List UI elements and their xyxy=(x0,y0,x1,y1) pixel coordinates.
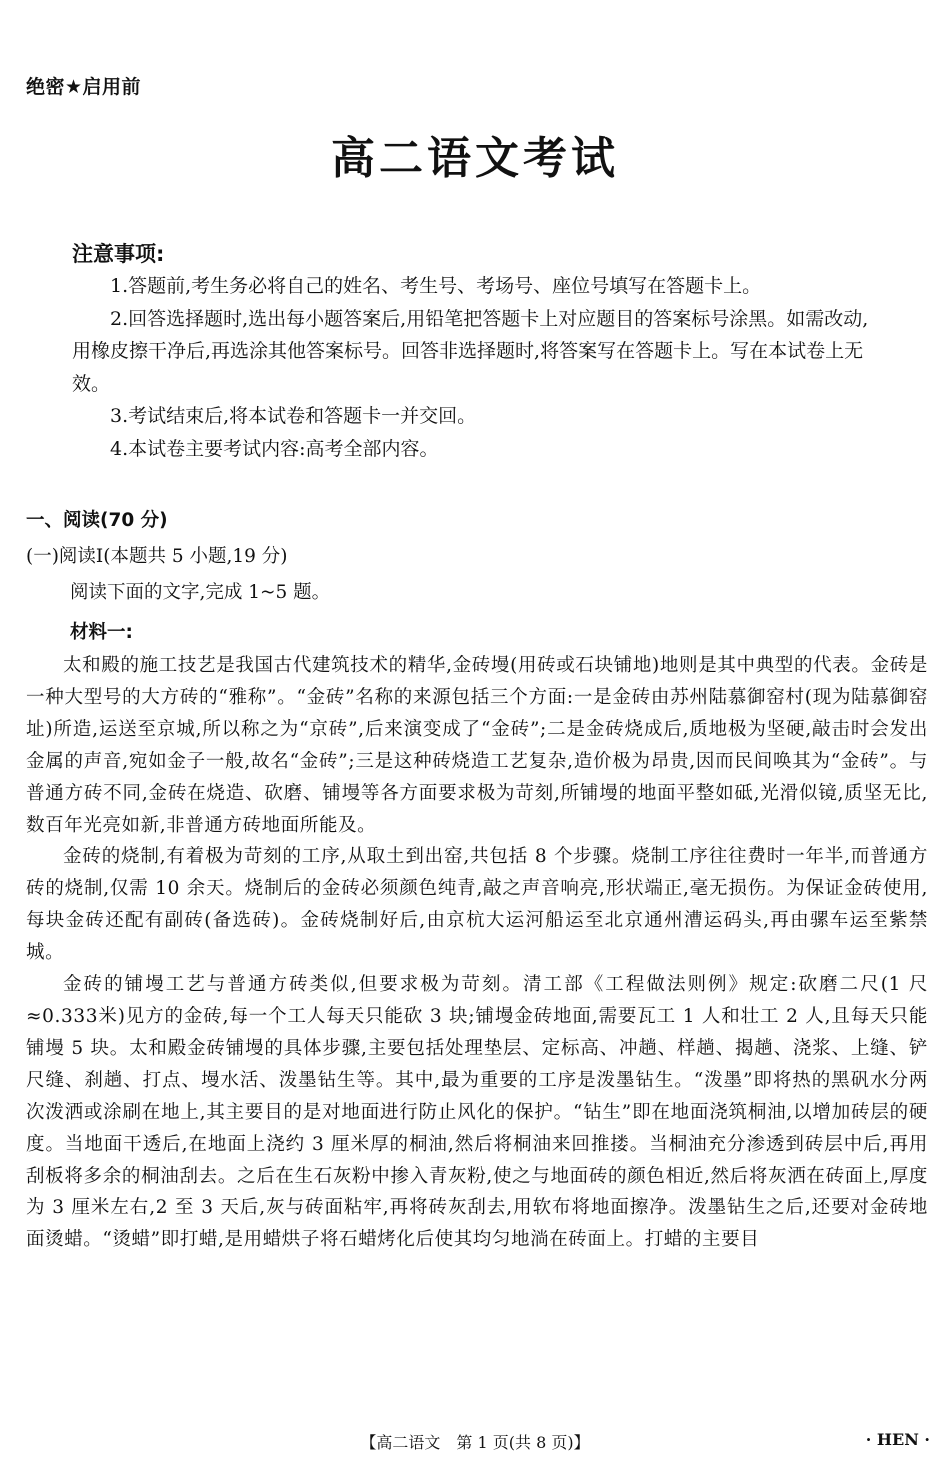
notice-list xyxy=(72,270,887,465)
page-title: 高二语文考试 xyxy=(331,133,619,184)
notice-item: 2.回答选择题时,选出每小题答案后,用铅笔把答题卡上对应题目的答案标号涂黑。如需改动,用橡皮擦干净后,再选涂其他答案标号。回答非选择题时,将答案写在答题卡上。写在本试卷上无效。 xyxy=(72,307,869,395)
reading-instruction: 阅读下面的文字,完成 1~5 题。 xyxy=(70,582,331,603)
passage-paragraph: 金砖的铺墁工艺与普通方砖类似,但要求极为苛刻。清工部《工程做法则例》规定:砍磨二尺(1 尺≈0.333米)见方的金砖,每一个工人每天只能砍 3 块;铺墁金砖地面,需要瓦工 1 人和壮工 2 人,且每天只能铺墁 5 块。太和殿金砖铺墁的具体步骤,主要包括处理垫层、定标高、冲趟、样趟、揭趟、浇浆、上缝、铲尺缝、刹趟、打点、墁水活、泼墨钻生等。其中,最为重要的工序是泼墨钻生。“泼墨”即将热的黑矾水分两次泼洒或涂刷在地上,其主要目的是对地面进行防止风化的保护。“钻生”即在地面浇筑桐油,以增加砖层的硬度。当地面干透后,在地面上浇约 3 厘米厚的桐油,然后将桐油来回推搂。当桐油充分渗透到砖层中后,再用刮板将多余的桐油刮去。之后在生石灰粉中掺入青灰粉,使之与地面砖的颜色相近,然后将灰洒在砖面上,厚度为 3 厘米左右,2 至 3 天后,灰与砖面粘牢,再将砖灰刮去,用软布将地面擦净。泼墨钻生之后,还要对金砖地面烫蜡。“烫蜡”即打蜡,是用蜡烘子将石蜡烤化后使其均匀地淌在砖面上。打蜡的主要目 xyxy=(26,974,928,1251)
page-footer: 【高二语文 第 1 页(共 8 页)】 xyxy=(360,1433,590,1452)
notice-item: 1.答题前,考生务必将自己的姓名、考生号、考场号、座位号填写在答题卡上。 xyxy=(110,275,762,297)
confidential-label: 绝密★启用前 xyxy=(26,76,142,98)
reading-passage xyxy=(26,650,928,1256)
notice-item: 4.本试卷主要考试内容:高考全部内容。 xyxy=(110,437,439,460)
material-label: 材料一: xyxy=(70,622,133,643)
notice-heading: 注意事项: xyxy=(72,242,165,266)
notice-item: 3.考试结束后,将本试卷和答题卡一并交回。 xyxy=(110,405,477,427)
paper-code: · HEN · xyxy=(865,1430,930,1449)
passage-paragraph: 金砖的烧制,有着极为苛刻的工序,从取土到出窑,共包括 8 个步骤。烧制工序往往费时一年半,而普通方砖的烧制,仅需 10 余天。烧制后的金砖必须颜色纯青,敲之声音响亮,形状端正,毫无损伤。为保证金砖使用,每块金砖还配有副砖(备选砖)。金砖烧制好后,由京杭大运河船运至北京通州漕运码头,再由骡车运至紫禁城。 xyxy=(26,846,928,964)
section-title: 一、阅读(70 分) xyxy=(26,510,168,531)
passage-paragraph: 太和殿的施工技艺是我国古代建筑技术的精华,金砖墁(用砖或石块铺地)地则是其中典型的代表。金砖是一种大型号的大方砖的“雅称”。“金砖”名称的来源包括三个方面:一是金砖由苏州陆慕御窑村(现为陆慕御窑址)所造,运送至京城,所以称之为“京砖”,后来演变成了“金砖”;二是金砖烧成后,质地极为坚硬,敲击时会发出金属的声音,宛如金子一般,故名“金砖”;三是这种砖烧造工艺复杂,造价极为昂贵,因而民间唤其为“金砖”。与普通方砖不同,金砖在烧造、砍磨、铺墁等各方面要求极为苛刻,所铺墁的地面平整如砥,光滑似镜,质坚无比,数百年光亮如新,非普通方砖地面所能及。 xyxy=(26,655,928,836)
subsection-title: (一)阅读Ⅰ(本题共 5 小题,19 分) xyxy=(26,546,288,567)
